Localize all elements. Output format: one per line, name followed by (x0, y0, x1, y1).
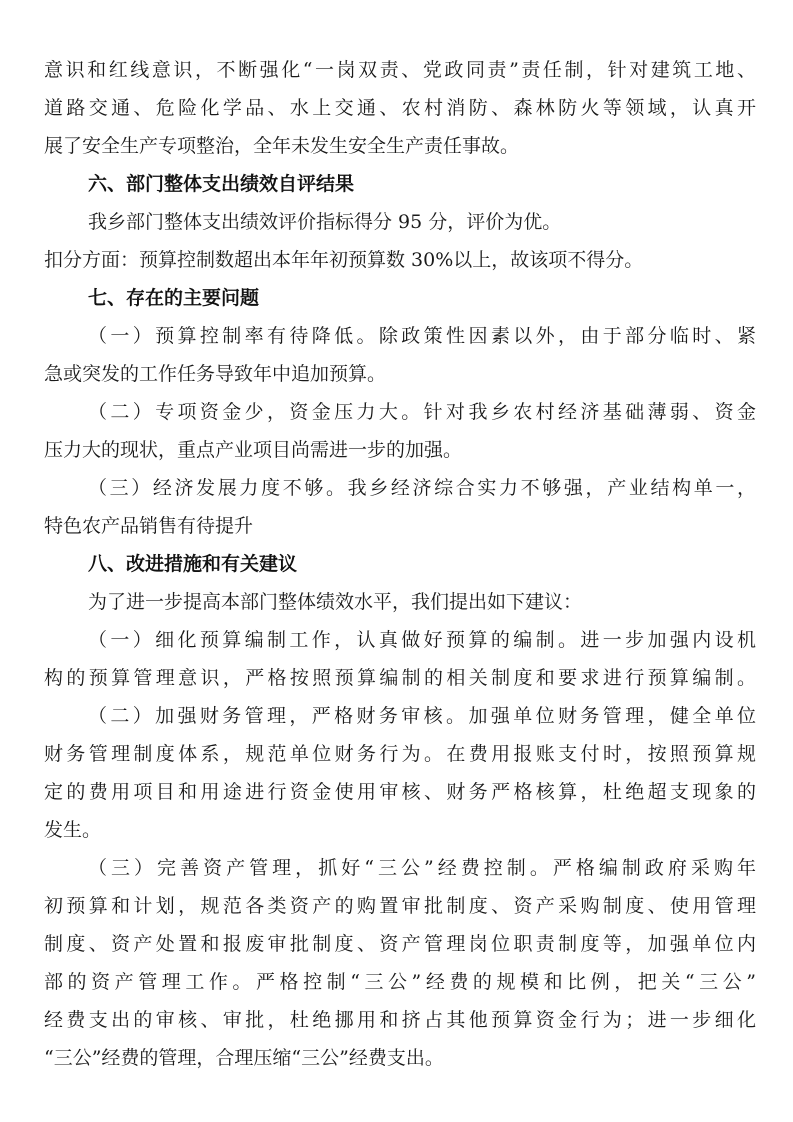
paragraph-line: （一）预算控制率有待降低。除政策性因素以外，由于部分临时、紧 (88, 325, 756, 347)
section-heading-6: 六、部门整体支出绩效自评结果 (88, 173, 355, 195)
paragraph-line: 制度、资产处置和报废审批制度、资产管理岗位职责制度等，加强单位内 (44, 933, 756, 955)
paragraph-line: 定的费用项目和用途进行资金使用审核、财务严格核算，杜绝超支现象的 (44, 781, 756, 803)
paragraph-line: 部的资产管理工作。严格控制“三公”经费的规模和比例，把关“三公” (44, 971, 756, 993)
paragraph-line: 我乡部门整体支出绩效评价指标得分 95 分，评价为优。 (88, 211, 562, 233)
section-heading-7: 七、存在的主要问题 (88, 287, 260, 309)
paragraph-line: 特色农产品销售有待提升 (44, 515, 254, 537)
paragraph-line: （一）细化预算编制工作，认真做好预算的编制。进一步加强内设机 (88, 629, 756, 651)
paragraph-line: （二）专项资金少，资金压力大。针对我乡农村经济基础薄弱、资金 (88, 401, 756, 423)
paragraph-line: 财务管理制度体系，规范单位财务行为。在费用报账支付时，按照预算规 (44, 743, 756, 765)
paragraph-line: 压力大的现状，重点产业项目尚需进一步的加强。 (44, 439, 463, 461)
paragraph-line: 为了进一步提高本部门整体绩效水平，我们提出如下建议： (88, 591, 583, 613)
paragraph-line: 展了安全生产专项整治，全年未发生安全生产责任事故。 (44, 135, 520, 157)
paragraph-line: 初预算和计划，规范各类资产的购置审批制度、资产采购制度、使用管理 (44, 895, 756, 917)
paragraph-line: 发生。 (44, 819, 102, 841)
paragraph-line: 扣分方面：预算控制数超出本年年初预算数 30%以上，故该项不得分。 (44, 249, 644, 271)
paragraph-line: 经费支出的审核、审批，杜绝挪用和挤占其他预算资金行为；进一步细化 (44, 1009, 756, 1031)
paragraph-line: 急或突发的工作任务导致年中追加预算。 (44, 363, 387, 385)
paragraph-line: 意识和红线意识，不断强化“一岗双责、党政同责”责任制，针对建筑工地、 (44, 59, 756, 81)
paragraph-line: 构的预算管理意识，严格按照预算编制的相关制度和要求进行预算编制。 (44, 667, 756, 689)
paragraph-line: （二）加强财务管理，严格财务审核。加强单位财务管理，健全单位 (88, 705, 756, 727)
paragraph-line: （三）完善资产管理，抓好“三公”经费控制。严格编制政府采购年 (88, 857, 756, 879)
section-heading-8: 八、改进措施和有关建议 (88, 553, 298, 575)
paragraph-line: “三公”经费的管理，合理压缩“三公”经费支出。 (44, 1047, 444, 1069)
paragraph-line: 道路交通、危险化学品、水上交通、农村消防、森林防火等领域，认真开 (44, 97, 756, 119)
paragraph-line: （三）经济发展力度不够。我乡经济综合实力不够强，产业结构单一， (88, 477, 756, 499)
